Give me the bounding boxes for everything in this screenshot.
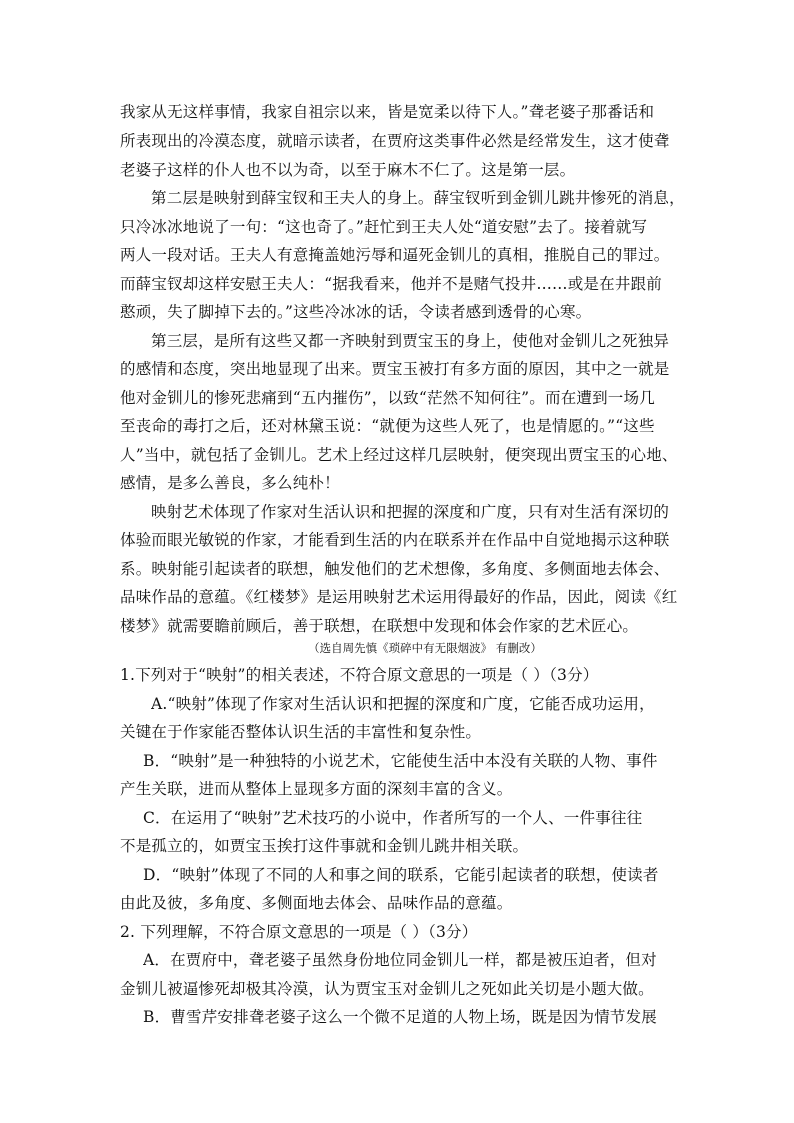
question-2-option-a-cont: 金钏儿被逼惨死却极其冷漠，认为贾宝玉对金钏儿之死如此关切是小题大做。 bbox=[120, 980, 654, 998]
body-line: 系。映射能引起读者的联想，触发他们的艺术想像，多角度、多侧面地去体会、 bbox=[120, 560, 670, 578]
body-line: 憨顽，失了脚掉下去的。”这些冷冰冰的话，令读者感到透骨的心寒。 bbox=[120, 303, 592, 321]
source-note: （选自周先慎《琐碎中有无限烟波》 有删改） bbox=[308, 641, 542, 655]
body-line: 两人一段对话。王夫人有意掩盖她污辱和逼死金钏儿的真相，推脱自己的罪过。 bbox=[120, 246, 670, 264]
body-line: 他对金钏儿的惨死悲痛到“五内摧伤”，以致“茫然不知何往”。而在遭到一场几 bbox=[120, 389, 655, 407]
body-line: 人”当中，就包括了金钏儿。艺术上经过这样几层映射，便突现出贾宝玉的心地、 bbox=[120, 446, 678, 464]
body-line: 的感情和态度，突出地显现了出来。贾宝玉被打有多方面的原因，其中之一就是 bbox=[120, 360, 670, 378]
question-1-option-c-cont: 不是孤立的，如贾宝玉挨打这件事就和金钏儿跳井相关联。 bbox=[120, 837, 529, 855]
question-2-option-a: A．在贾府中，聋老婆子虽然身份地位同金钏儿一样，都是被压迫者，但对 bbox=[143, 951, 657, 969]
question-1-option-a-cont: 关键在于作家能否整体认识生活的丰富性和复杂性。 bbox=[120, 723, 482, 741]
body-line: 第二层是映射到薛宝钗和王夫人的身上。薛宝钗听到金钏儿跳井惨死的消息， bbox=[151, 189, 685, 207]
question-1-option-d: D．“映射”体现了不同的人和事之间的联系，它能引起读者的联想，使读者 bbox=[143, 866, 659, 884]
question-2-stem: 2. 下列理解，不符合原文意思的一项是（ ）（3分） bbox=[120, 923, 478, 941]
body-line: 楼梦》就需要瞻前顾后，善于联想，在联想中发现和体会作家的艺术匠心。 bbox=[120, 617, 639, 635]
question-1-option-b: B．“映射”是一种独特的小说艺术，它能使生活中本没有关联的人物、事件 bbox=[143, 752, 658, 770]
body-line: 第三层，是所有这些又都一齐映射到贾宝玉的身上，使他对金钏儿之死独异 bbox=[151, 332, 670, 350]
body-line: 只冷冰冰地说了一句：“这也奇了。”赶忙到王夫人处“道安慰”去了。接着就写 bbox=[120, 218, 648, 236]
body-line: 感情，是多么善良，多么纯朴！ bbox=[120, 474, 340, 492]
body-line: 而薛宝钗却这样安慰王夫人：“据我看来，他并不是赌气投井……或是在井跟前 bbox=[120, 275, 662, 293]
question-1-option-b-cont: 产生关联，进而从整体上显现多方面的深刻丰富的含义。 bbox=[120, 780, 513, 798]
body-line: 体验而眼光敏锐的作家，才能看到生活的内在联系并在作品中自觉地揭示这种联 bbox=[120, 531, 670, 549]
question-1-option-c: C．在运用了“映射”艺术技巧的小说中，作者所写的一个人、一件事往往 bbox=[143, 809, 643, 827]
body-line: 至丧命的毒打之后，还对林黛玉说：“就便为这些人死了，也是情愿的。”“这些 bbox=[120, 417, 655, 435]
body-line: 老婆子这样的仆人也不以为奇，以至于麻木不仁了。这是第一层。 bbox=[120, 161, 576, 179]
body-line: 映射艺术体现了作家对生活认识和把握的深度和广度，只有对生活有深切的 bbox=[151, 503, 670, 521]
question-2-option-b: B．曹雪芹安排聋老婆子这么一个微不足道的人物上场，既是因为情节发展 bbox=[143, 1008, 657, 1026]
question-1-option-d-cont: 由此及彼，多角度、多侧面地去体会、品味作品的意蕴。 bbox=[120, 894, 513, 912]
question-1-stem: 1.下列对于“映射”的相关表述，不符合原文意思的一项是（ ）（3分） bbox=[120, 666, 599, 684]
body-line: 品味作品的意蕴。《红楼梦》是运用映射艺术运用得最好的作品，因此，阅读《红 bbox=[120, 588, 678, 606]
body-line: 所表现出的冷漠态度，就暗示读者，在贾府这类事件必然是经常发生，这才使聋 bbox=[120, 132, 670, 150]
body-line: 我家从无这样事情，我家自祖宗以来，皆是宽柔以待下人。”聋老婆子那番话和 bbox=[120, 103, 655, 121]
question-1-option-a: A.“映射”体现了作家对生活认识和把握的深度和广度，它能否成功运用， bbox=[151, 695, 655, 713]
